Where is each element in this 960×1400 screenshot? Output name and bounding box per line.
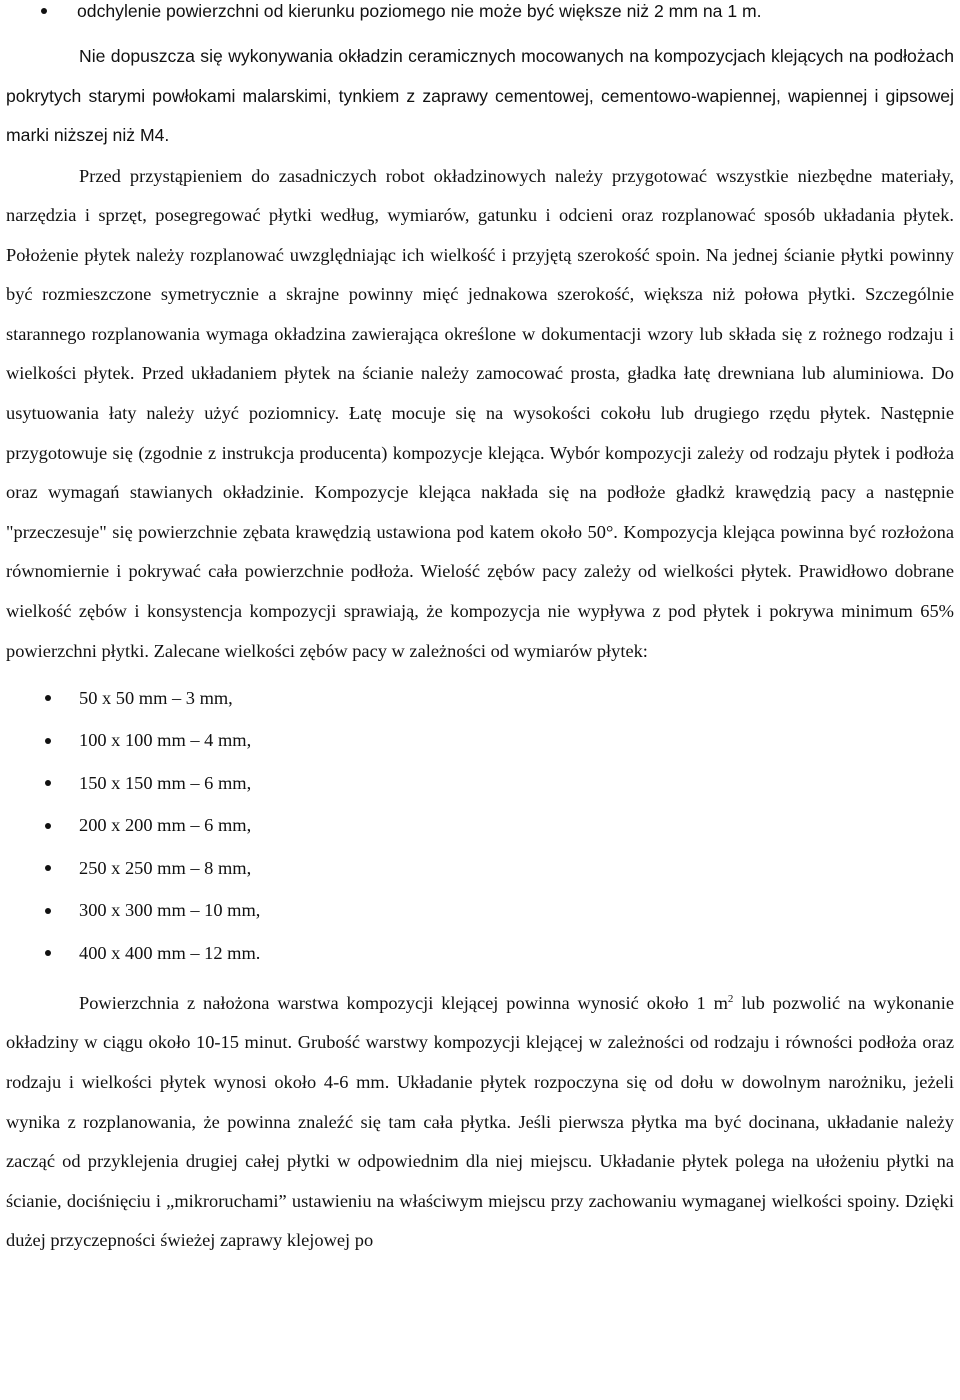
bullet-icon: [45, 823, 51, 829]
adhesive-application-text-b: lub pozwolić na wykonanie okładziny w ciągu około 10-15 minut. Grubość warstwy kompozycji klejącej w zależności od rodzaju i równości podłoża oraz rodzaju i wielkości płytek wynosi około 4-6 mm. Układanie płytek rozpoczyna się od dołu w dowolnym narożniku, jeżeli wynika z rozplanowania, że powinna znaleźć się tam cała płytka. Jeśli pierwsza płytka ma być docinana, układanie należy zacząć od przyklejenia drugiej całej płytki w odpowiednim dla niej miejscu. Układanie płytek polega na ułożeniu płytki na ścianie, dociśnięciu i „mikroruchami” ustawieniu na właściwym miejscu przy zachowaniu wymaganej wielkości spoiny. Dzięki dużej przyczepności świeżej zaprawy klejowej po: [6, 992, 954, 1251]
list-item-text: 150 x 150 mm – 6 mm,: [79, 772, 252, 793]
bullet-icon: [45, 780, 51, 786]
trowel-tooth-size-list: [6, 677, 954, 975]
adhesive-application-text-a: Powierzchnia z nałożona warstwa kompozycji klejącej powinna wynosić około 1 m: [79, 992, 728, 1013]
requirement-bullet-item: [6, 0, 954, 26]
document-page: [6, 0, 954, 1261]
adhesive-application-paragraph: [6, 984, 954, 1261]
bullet-icon: [45, 950, 51, 956]
list-item: [6, 805, 954, 848]
list-item: [6, 932, 954, 975]
list-item: [6, 762, 954, 805]
list-item: [6, 677, 954, 720]
list-item-text: 300 x 300 mm – 10 mm,: [79, 900, 261, 921]
list-item: [6, 847, 954, 890]
substrate-restriction-paragraph: [6, 37, 954, 156]
list-item-text: 100 x 100 mm – 4 mm,: [79, 730, 252, 751]
list-item: [6, 890, 954, 933]
list-item-text: 50 x 50 mm – 3 mm,: [79, 687, 233, 708]
bullet-icon: [45, 908, 51, 914]
list-item-text: 400 x 400 mm – 12 mm.: [79, 942, 261, 963]
list-item: [6, 720, 954, 763]
bullet-icon: [41, 8, 47, 14]
superscript-exponent: 2: [727, 992, 734, 1005]
requirement-bullet-text: odchylenie powierzchni od kierunku poziomego nie może być większe niż 2 mm na 1 m.: [77, 1, 762, 21]
substrate-restriction-text: Nie dopuszcza się wykonywania okładzin ceramicznych mocowanych na kompozycjach klejących na podłożach pokrytych starymi powłokami malarskimi, tynkiem z zaprawy cementowej, cementowo-wapiennej, wapiennej i gipsowej marki niższej niż M4.: [6, 46, 954, 145]
bullet-icon: [45, 695, 51, 701]
tiling-procedure-text: Przed przystąpieniem do zasadniczych robot okładzinowych należy przygotować wszystkie niezbędne materiały, narzędzia i sprzęt, posegregować płytki według, wymiarów, gatunku i odcieni oraz rozplanować sposób układania płytek. Położenie płytek należy rozplanować uwzględniając ich wielkość i przyjętą szerokość spoin. Na jednej ścianie płytki powinny być rozmieszczone symetrycznie a skrajne powinny mięć jednakowa szerokość, większa niż połowa płytki. Szczególnie starannego rozplanowania wymaga okładzina zawierająca określone w dokumentacji wzory lub składa się z rożnego rodzaju i wielkości płytek. Przed układaniem płytek na ścianie należy zamocować prosta, gładka łatę drewniana lub aluminiowa. Do usytuowania łaty należy użyć poziomnicy. Łatę mocuje się na wysokości cokołu lub drugiego rzędu płytek. Następnie przygotowuje się (zgodnie z instrukcja producenta) kompozycje klejąca. Wybór kompozycji zależy od rodzaju płytek i podłoża oraz wymagań stawianych okładzinie. Kompozycje klejąca nakłada się na podłoże gładkż krawędzią pacy a następnie "przeczesuje" się powierzchnie zębata krawędzią ustawiona pod katem około 50°. Kompozycja klejąca powinna być rozłożona równomiernie i pokrywać cała powierzchnie podłoża. Wielość zębów pacy zależy od wielkości płytek. Prawidłowo dobrane wielkość zębów i konsystencja kompozycji sprawiają, że kompozycja nie wypływa z pod płytek i pokrywa minimum 65% powierzchni płytki. Zalecane wielkości zębów pacy w zależności od wymiarów płytek:: [6, 165, 954, 661]
list-item-text: 200 x 200 mm – 6 mm,: [79, 815, 252, 836]
list-item-text: 250 x 250 mm – 8 mm,: [79, 857, 252, 878]
bullet-icon: [45, 865, 51, 871]
bullet-icon: [45, 738, 51, 744]
tiling-procedure-paragraph: [6, 157, 954, 672]
